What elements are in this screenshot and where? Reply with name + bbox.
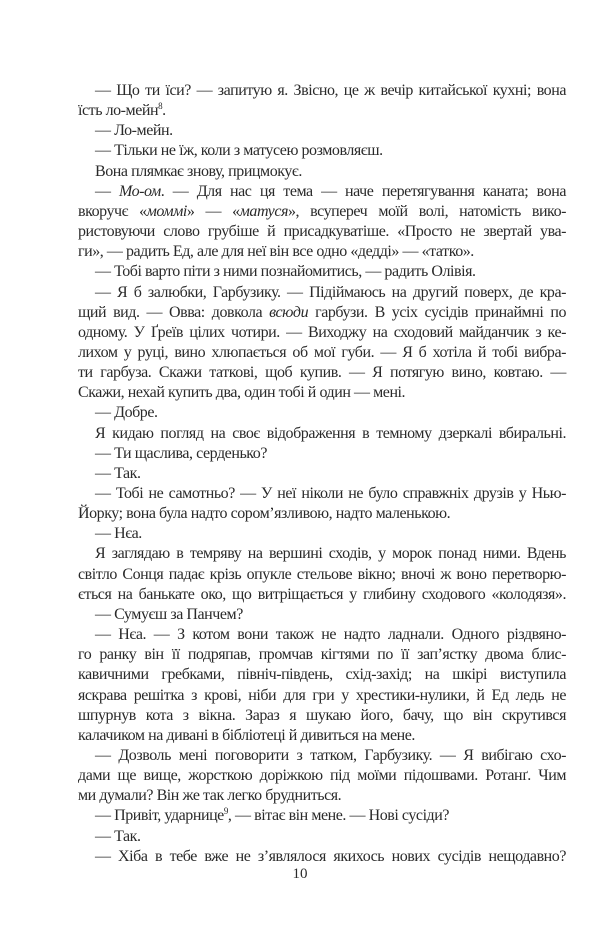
line-text: — Що ти їси? — запитую я. Звісно, це ж вечір китайської кухні; вона	[95, 82, 566, 99]
text-line	[95, 523, 142, 545]
line-text: — Сумуєш за Панчем?	[95, 605, 243, 623]
text-line	[78, 765, 566, 787]
text-line	[78, 785, 341, 807]
line-text: ти гарбуза. Скажи таткові, щоб купив. — Я потягую вино, ковтаю. —	[78, 364, 566, 382]
text-line	[78, 342, 566, 364]
text-line	[95, 745, 566, 767]
line-text: — Тільки не їж, коли з матусею розмовляєш.	[95, 142, 383, 160]
line-text: — Нєа.	[95, 525, 142, 543]
text-line	[95, 805, 449, 827]
line-text: ється на банькате око, що витріщається у глибину сходового «колодязя».	[78, 585, 566, 603]
line-text: їсть ло-мейн	[78, 102, 159, 120]
text-line	[95, 483, 566, 505]
line-text: вкоручє «	[78, 202, 147, 220]
line-text: ристовуючи слово грубіше й присадкуватіше. «Просто не звертай ува-	[78, 223, 566, 241]
emphasis: всюди	[269, 303, 309, 321]
line-text: лихом у руці, вино хлюпається об мої губи. — Я б хотіла й тобі вибра-	[78, 343, 566, 361]
line-text: — Ло-мейн.	[95, 122, 173, 140]
line-text: гарбузи. В усіх сусідів принаймні по	[308, 303, 566, 321]
text-line	[78, 584, 566, 606]
text-line	[78, 685, 566, 707]
text-line	[78, 362, 566, 384]
text-line	[78, 382, 405, 404]
emphasis: матуся	[239, 202, 288, 220]
footnote-marker: 8	[158, 101, 163, 112]
text-line	[95, 140, 383, 162]
text-line	[95, 161, 302, 183]
text-line	[95, 826, 141, 848]
line-text: дами ще вище, жорсткою доріжкою під моїми підошвами. Ротанґ. Чим	[78, 767, 566, 785]
text-line	[78, 664, 566, 686]
line-text: —	[95, 182, 119, 200]
text-line	[95, 443, 267, 465]
line-text: ги», — радить Ед, але для неї він все одно «дедді» — «татко».	[78, 243, 474, 261]
text-line	[95, 604, 243, 626]
text-line	[78, 100, 166, 122]
line-text: — Нєа. — З котом вони також не надто ладнали. Одного різдвяно-	[95, 626, 566, 644]
text-line	[95, 543, 566, 565]
page-number: 10	[292, 866, 308, 882]
text-line	[78, 725, 415, 747]
line-text: — Тобі не самотньо? — У неї ніколи не було справжніх друзів у Нью-	[95, 485, 566, 502]
line-text: » — «	[186, 202, 240, 220]
line-text: Вона плямкає знову, прицмокує.	[95, 162, 302, 180]
text-line	[95, 463, 141, 485]
text-line	[95, 120, 173, 142]
line-text: , — вітає він мене. — Нові сусіди?	[227, 807, 450, 825]
text-line	[95, 261, 476, 283]
line-text: — Хіба в тебе вже не з’являлося якихось нових сусідів нещодавно?	[95, 847, 566, 865]
line-text: — Так.	[95, 464, 141, 482]
line-text: кавичними гребками, північ-південь, схід-захід; на шкірі виступила	[78, 666, 566, 684]
line-text: яскрава решітка з крові, ніби для гри у хрестики-нулики, й Ед ледь не	[78, 686, 566, 704]
line-text: Я кидаю погляд на своє відображення в темному дзеркалі вбиральні.	[95, 424, 566, 442]
text-line	[78, 503, 450, 525]
text-line	[78, 221, 566, 243]
text-line	[78, 241, 474, 263]
footnote-marker: 9	[223, 806, 228, 817]
line-text: го ранку він її подряпав, промчав кігтями по її зап’ястку двома блис-	[78, 646, 566, 664]
line-text: ми думали? Він же так легко брудниться.	[78, 787, 342, 805]
line-text: Я заглядаю в темряву на вершині сходів, у морок понад ними. Вдень	[95, 545, 566, 563]
text-line	[95, 282, 566, 304]
line-text: шпурнув кота з вікна. Зараз я шукаю його, бачу, що він скрутився	[78, 706, 566, 724]
text-line	[78, 644, 566, 666]
line-text: світло Сонця падає крізь опукле стельове вікно; вночі ж воно перетворю-	[78, 565, 566, 583]
text-line	[95, 402, 158, 424]
text-line	[78, 201, 566, 223]
text-line	[78, 302, 566, 324]
text-line	[95, 181, 566, 203]
line-text: — Так.	[95, 827, 141, 845]
line-text: калачиком на дивані в бібліотеці й дивиться на мене.	[78, 726, 415, 744]
emphasis: Мо-ом	[118, 182, 161, 200]
line-text: Йорку; вона була надто сором’язливою, надто маленькою.	[78, 505, 451, 523]
line-text: — Дозволь мені поговорити з татком, Гарбузику. — Я вибігаю схо-	[95, 746, 566, 764]
line-text: — Тобі варто піти з ними познайомитись, — радить Олівія.	[95, 263, 476, 281]
text-line	[95, 423, 566, 445]
text-line	[95, 80, 566, 102]
text-line	[78, 705, 566, 727]
text-line	[95, 624, 566, 646]
line-text: .	[162, 102, 166, 120]
line-text: щий вид. — Овва: довкола	[78, 303, 270, 321]
line-text: — Ти щаслива, серденько?	[95, 444, 268, 462]
text-line	[78, 564, 566, 586]
line-text: Скажи, нехай купить два, один тобі й один — мені.	[78, 384, 406, 402]
line-text: », всупереч моїй волі, натомість вико-	[287, 202, 566, 220]
line-text: одному. У Ґреїв цілих чотири. — Виходжу на сходовий майданчик з ке-	[78, 323, 566, 341]
line-text: . — Для нас ця тема — наче перетягування каната; вона	[160, 182, 566, 200]
line-text: — Добре.	[95, 404, 158, 422]
line-text: — Привіт, ударнице	[95, 807, 224, 825]
emphasis: моммі	[146, 202, 187, 220]
line-text: — Я б залюбки, Гарбузику. — Підіймаюсь на другий поверх, де кра-	[95, 283, 566, 301]
text-line	[78, 322, 566, 344]
